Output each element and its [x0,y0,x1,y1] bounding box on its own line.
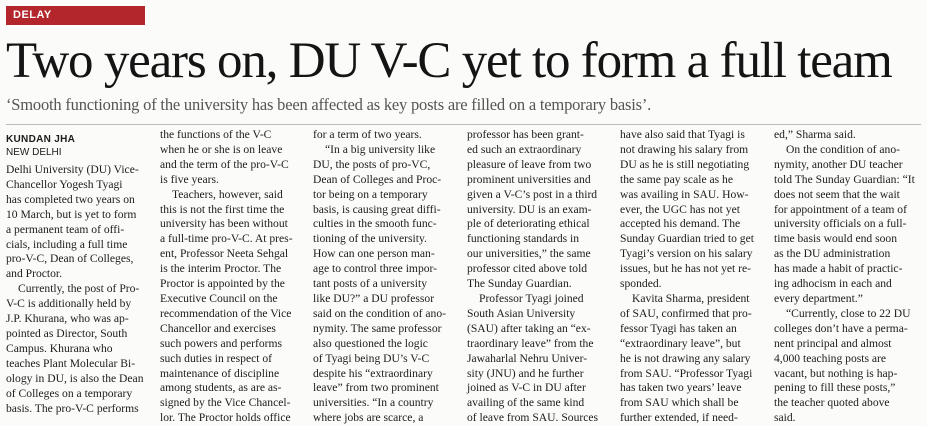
text-line: functioning standards in [467,232,580,246]
text-line: lor. The Proctor holds office [160,411,291,425]
text-line: Chancellor and exercises [160,321,276,335]
text-line: given a V-C’s post in a third [467,187,598,201]
text-line: joined as V-C in DU after [467,381,586,395]
text-line: Chancellor Yogesh Tyagi [6,177,123,191]
text-line: maintenance of discipline [160,366,280,380]
text-line: DU, the posts of pro-VC, [313,157,431,171]
text-line: despite his “extraordinary [313,366,433,380]
text-line: ed,” Sharma said. [774,128,856,141]
text-line: prominent universities and [467,172,591,186]
text-line: 4,000 teaching posts are [774,351,887,365]
column-text [774,128,920,426]
column-text [467,128,613,426]
text-line: this is not the first time the [160,202,285,216]
text-line: basis, is causing great diffi- [313,202,441,216]
text-line: such powers and performs [160,336,283,350]
text-line: has taken two years’ leave [620,381,742,395]
text-line: Teachers, however, said [172,187,283,201]
text-line: said. [774,411,796,425]
column-text [160,128,306,426]
text-line: when he or she is on leave [160,142,283,156]
text-line: ple of deteriorating ethical [467,217,590,231]
text-line: our universities,” the same [467,247,591,261]
text-line: professor cited above told [467,262,588,276]
text-line: sity (JNU) and he further [467,366,584,380]
text-line: “Currently, close to 22 DU [786,306,911,320]
text-line: the teacher quoted above [774,396,890,410]
text-line: The Sunday Guardian. [467,277,572,291]
text-line: tioning of the university. [313,232,427,246]
text-line: the functions of the V-C [160,128,272,141]
text-line: 10 March, but is yet to form [6,207,137,221]
text-line: has completed two years on [6,192,135,206]
text-line: such duties in respect of [160,351,273,365]
text-line: as the DU administration [774,247,891,261]
text-line: Professor Tyagi joined [479,291,584,305]
text-line: of Colleges on a temporary [6,386,133,400]
article-column-4 [467,128,613,426]
text-line: university officials on a full- [774,217,907,231]
text-line: pening to fill these posts,” [774,381,896,395]
text-line: leave” from two prominent [313,381,439,395]
text-line: ed such an extraordinary [467,142,582,156]
text-line: is the interim Proctor. The [160,262,282,276]
text-line: nymity. The same professor [313,321,442,335]
section-label: DELAY [6,6,145,25]
text-line: V-C is additionally held by [6,297,132,311]
article-column-6 [774,128,920,426]
text-line: for a term of two years. [313,128,422,141]
text-line: and the term of the pro-V-C [160,157,289,171]
text-line: (SAU) after taking an “ex- [467,321,591,335]
text-line: not drawing his salary from [620,142,749,156]
text-line: accepted his demand. The [620,217,741,231]
text-line: sponded. [620,277,662,291]
text-line: fessor Tyagi has taken an [620,321,737,335]
divider [6,124,921,125]
article-column-5 [620,128,766,426]
text-line: universities. “In a country [313,396,434,410]
text-line: Jawaharlal Nehru Univer- [467,351,588,365]
text-line: among students, as are as- [160,381,282,395]
text-line: How can one person man- [313,247,435,261]
text-line: On the condition of ano- [786,142,900,156]
text-line: and Proctor. [6,267,63,281]
text-line: from SAU. “Professor Tyagi [620,366,753,380]
column-text [620,128,766,426]
column-text [6,163,152,416]
text-line: told The Sunday Guardian: “It [774,172,915,186]
text-line: availing of the same kind [467,396,585,410]
headline: Two years on, DU V-C yet to form a full team [6,33,892,89]
text-line: Campus. Khurana who [6,341,113,355]
text-line: tant posts of a university [313,277,427,291]
text-line: is five years. [160,172,219,186]
text-line: does not seem that the wait [774,187,900,201]
text-line: was availing in SAU. How- [620,187,749,201]
text-line: age to control three impor- [313,262,438,276]
text-line: nent principal and almost [774,336,892,350]
text-line: Delhi University (DU) Vice- [6,163,139,176]
text-line: tor being on a temporary [313,187,428,201]
byline: KUNDAN JHA [6,134,76,145]
text-line: DU as he is still negotiating [620,157,750,171]
text-line: a permanent team of offi- [6,222,125,236]
text-line: of leave from SAU. Sources [467,411,599,425]
text-line: of Tyagi being DU’s V-C [313,351,430,365]
text-line: “extraordinary leave”, but [620,336,741,350]
column-text [313,128,459,426]
text-line: South Asian University [467,306,576,320]
text-line: ology in DU, is also the Dean [6,371,144,385]
text-line: Sunday Guardian tried to get [620,232,754,246]
text-line: professor has been grant- [467,128,584,141]
text-line: culties in the smooth func- [313,217,437,231]
text-line: for appointment of a team of [774,202,907,216]
text-line: has made a habit of practic- [774,262,903,276]
text-line: Executive Council on the [160,291,278,305]
text-line: traordinary leave” from the [467,336,594,350]
article-column-3 [313,128,459,426]
text-line: he is not drawing any salary [620,351,751,365]
text-line: time basis would end soon [774,232,898,246]
text-line: basis. The pro-V-C performs [6,401,139,415]
text-line: Tyagi’s version on his salary [620,247,753,261]
text-line: further extended, if need- [620,411,738,425]
text-line: issues, but he has not yet re- [620,262,752,276]
text-line: colleges don’t have a perma- [774,321,908,335]
text-line: also questioned the logic [313,336,428,350]
text-line: vacant, but nothing is hap- [774,366,898,380]
text-line: every department.” [774,291,863,305]
text-line: from SAU which shall be [620,396,739,410]
text-line: of SAU, confirmed that pro- [620,306,752,320]
text-line: Proctor is appointed by the [160,277,285,291]
text-line: Dean of Colleges and Proc- [313,172,442,186]
text-line: ent, Professor Neeta Sehgal [160,247,289,261]
deck-subheading: ‘Smooth functioning of the university has been affected as key posts are filled on a temporary basis’. [6,95,652,114]
text-line: said on the condition of ano- [313,306,446,320]
text-line: pro-V-C, Dean of Colleges, [6,252,134,266]
text-line: the same pay scale as he [620,172,733,186]
text-line: pointed as Director, South [6,326,128,340]
text-line: Kavita Sharma, president [632,291,750,305]
text-line: have also said that Tyagi is [620,128,745,141]
text-line: recommendation of the Vice [160,306,292,320]
text-line: like DU?” a DU professor [313,291,435,305]
text-line: Currently, the post of Pro- [18,282,140,296]
text-line: teaches Plant Molecular Bi- [6,356,136,370]
text-line: ing adhocism in each and [774,277,892,291]
text-line: J.P. Khurana, who was ap- [6,312,129,326]
article-column-1 [6,133,152,416]
text-line: cials, including a full time [6,237,128,251]
text-line: nymity, another DU teacher [774,157,903,171]
text-line: “In a big university like [325,142,436,156]
text-line: where jobs are scarce, a [313,411,424,425]
text-line: pleasure of leave from two [467,157,592,171]
article-column-2 [160,128,306,426]
text-line: ever, the UGC has not yet [620,202,740,216]
text-line: a full-time pro-V-C. At pres- [160,232,293,246]
text-line: signed by the Vice Chancel- [160,396,291,410]
dateline: NEW DELHI [6,147,62,158]
text-line: university. DU is an exam- [467,202,592,216]
text-line: university has been without [160,217,288,231]
